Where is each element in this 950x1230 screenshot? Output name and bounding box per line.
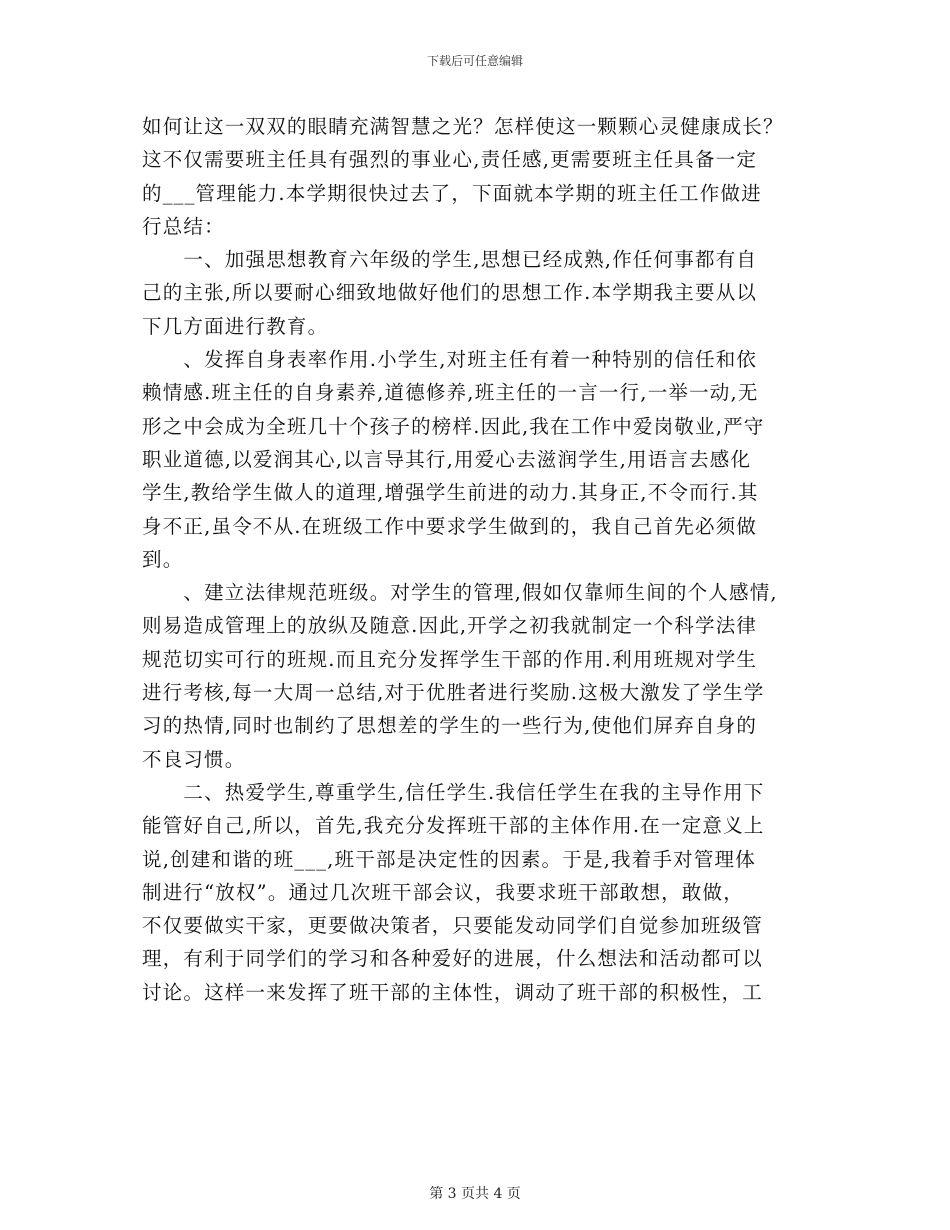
text-line: 行总结： — [142, 214, 225, 238]
text-line: 制进行“放权”。通过几次班干部会议，我要求班干部敢想，敢做， — [142, 880, 744, 904]
text-line: 职业道德,以爱润其心,以言导其行,用爱心去滋润学生,用语言去感化 — [142, 447, 752, 471]
text-line: 身不正,虽令不从.在班级工作中要求学生做到的，我自己首先必须做 — [142, 514, 758, 538]
text-line: 一、加强思想教育六年级的学生,思想已经成熟,作任何事都有自 — [142, 248, 758, 272]
text-line: 说,创建和谐的班___,班干部是决定性的因素。于是,我着手对管理体 — [142, 847, 756, 871]
text-line: 则易造成管理上的放纵及随意.因此,开学之初我就制定一个科学法律 — [142, 614, 758, 638]
text-line: 赖情感.班主任的自身素养,道德修养,班主任的一言一行,一举一动,无 — [142, 381, 759, 405]
text-line: 不良习惯。 — [142, 747, 246, 771]
text-line: 、发挥自身表率作用.小学生,对班主任有着一种特别的信任和依 — [142, 348, 758, 372]
text-line: 形之中会成为全班几十个孩子的榜样.因此,我在工作中爱岗敬业,严守 — [142, 414, 765, 438]
text-line: 不仅要做实干家，更要做决策者，只要能发动同学们自觉参加班级管 — [142, 914, 764, 938]
page-header: 下载后可任意编辑 — [426, 54, 523, 68]
text-line: 到。 — [142, 547, 184, 571]
text-line: 进行考核,每一大周一总结,对于优胜者进行奖励.这极大激发了学生学 — [142, 681, 765, 705]
document-body — [142, 110, 832, 1009]
page-footer: 第 3 页共 4 页 — [429, 1186, 521, 1202]
text-line: 讨论。这样一来发挥了班干部的主体性，调动了班干部的积极性，工 — [142, 980, 764, 1004]
text-line: 学生,教给学生做人的道理,增强学生前进的动力.其身正,不令而行.其 — [142, 481, 759, 505]
text-line: 二、热爱学生,尊重学生,信任学生.我信任学生在我的主导作用下 — [142, 780, 765, 804]
text-line: 理，有利于同学们的学习和各种爱好的进展，什么想法和活动都可以 — [142, 947, 764, 971]
text-line: 下几方面进行教育。 — [142, 314, 329, 338]
text-line: 这不仅需要班主任具有强烈的事业心,责任感,更需要班主任具备一定 — [142, 148, 758, 172]
text-line: 的___管理能力.本学期很快过去了，下面就本学期的班主任工作做进 — [142, 181, 762, 205]
text-line: 习的热情,同时也制约了思想差的学生的一些行为,使他们屏弃自身的 — [142, 714, 758, 738]
text-line: 能管好自己,所以，首先,我充分发挥班干部的主体作用.在一定意义上 — [142, 814, 765, 838]
text-line: 规范切实可行的班规.而且充分发挥学生干部的作用.利用班规对学生 — [142, 647, 758, 671]
text-line: 己的主张,所以要耐心细致地做好他们的思想工作.本学期我主要从以 — [142, 281, 758, 305]
text-line: 如何让这一双双的眼睛充满智慧之光？怎样使这一颗颗心灵健康成长？ — [142, 115, 784, 138]
text-line: 、建立法律规范班级。对学生的管理,假如仅靠师生间的个人感情, — [142, 581, 778, 605]
